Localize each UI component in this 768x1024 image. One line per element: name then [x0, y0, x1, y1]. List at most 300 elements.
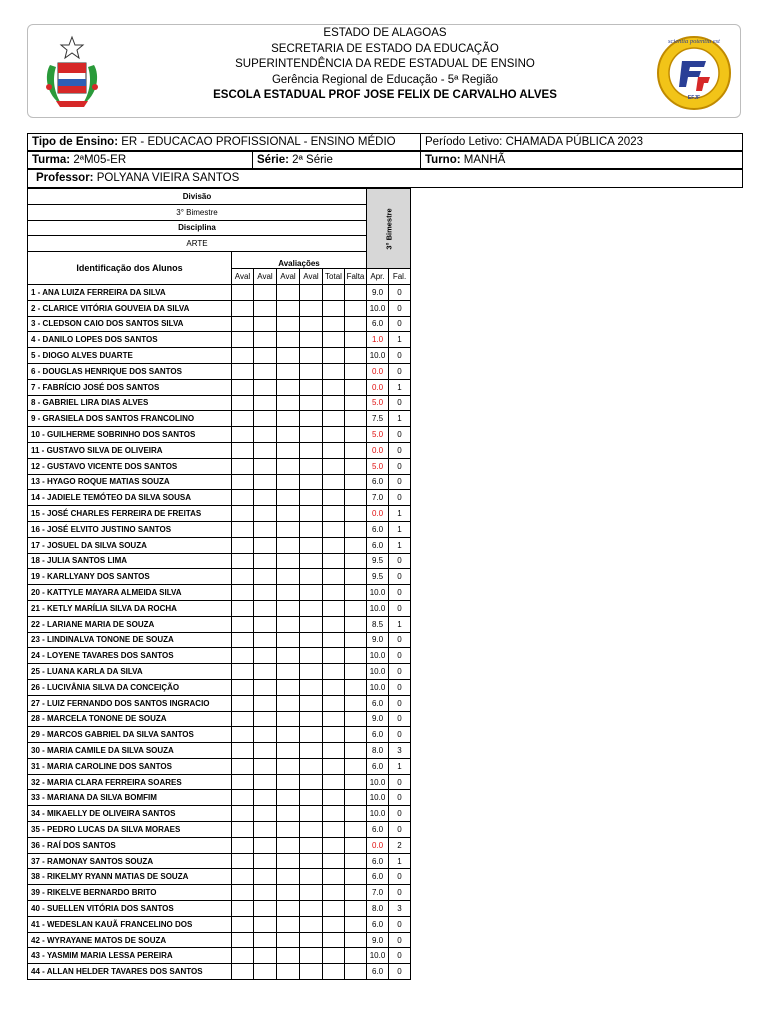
grade-cell-empty	[345, 395, 367, 411]
student-grade: 6.0	[367, 521, 389, 537]
grade-cell-empty	[254, 885, 277, 901]
grade-cell-empty	[277, 600, 300, 616]
student-row	[28, 695, 411, 711]
student-row	[28, 363, 411, 379]
grade-cell-empty	[300, 506, 323, 522]
student-absences: 0	[389, 284, 411, 300]
grade-cell-empty	[300, 853, 323, 869]
grade-cell-empty	[300, 632, 323, 648]
student-name: 18 - JULIA SANTOS LIMA	[28, 553, 232, 569]
student-name: 2 - CLARICE VITÓRIA GOUVEIA DA SILVA	[28, 300, 232, 316]
grade-cell-empty	[254, 616, 277, 632]
grade-cell-empty	[232, 774, 254, 790]
student-name: 6 - DOUGLAS HENRIQUE DOS SANTOS	[28, 363, 232, 379]
grade-cell-empty	[345, 348, 367, 364]
student-name: 16 - JOSÉ ELVITO JUSTINO SANTOS	[28, 521, 232, 537]
document-header	[27, 24, 741, 118]
grade-cell-empty	[323, 711, 345, 727]
student-name: 43 - YASMIM MARIA LESSA PEREIRA	[28, 948, 232, 964]
col-apr-header: Apr.	[367, 269, 389, 285]
student-absences: 0	[389, 885, 411, 901]
student-name: 33 - MARIANA DA SILVA BOMFIM	[28, 790, 232, 806]
student-absences: 0	[389, 648, 411, 664]
disciplina-label: Disciplina	[28, 220, 367, 236]
header-line-secretary: SECRETARIA DE ESTADO DA EDUCAÇÃO	[271, 42, 499, 55]
grade-cell-empty	[232, 569, 254, 585]
grade-cell-empty	[345, 506, 367, 522]
student-name: 24 - LOYENE TAVARES DOS SANTOS	[28, 648, 232, 664]
grade-cell-empty	[277, 458, 300, 474]
student-row	[28, 727, 411, 743]
student-row	[28, 964, 411, 980]
student-row	[28, 490, 411, 506]
grade-cell-empty	[323, 284, 345, 300]
grade-cell-empty	[277, 332, 300, 348]
grade-cell-empty	[323, 616, 345, 632]
student-name: 8 - GABRIEL LIRA DIAS ALVES	[28, 395, 232, 411]
disciplina-value: ARTE	[28, 236, 367, 252]
grade-cell-empty	[323, 758, 345, 774]
student-absences: 1	[389, 758, 411, 774]
grade-cell-empty	[254, 632, 277, 648]
grade-cell-empty	[277, 806, 300, 822]
student-grade: 0.0	[367, 379, 389, 395]
grade-cell-empty	[232, 932, 254, 948]
col-aval-3-header: Aval	[277, 269, 300, 285]
grade-cell-empty	[277, 521, 300, 537]
grade-cell-empty	[254, 758, 277, 774]
grade-cell-empty	[345, 901, 367, 917]
student-name: 37 - RAMONAY SANTOS SOUZA	[28, 853, 232, 869]
divisao-label: Divisão	[28, 189, 367, 205]
info-row-turma	[27, 151, 743, 169]
student-row	[28, 458, 411, 474]
student-row	[28, 916, 411, 932]
student-grade: 10.0	[367, 948, 389, 964]
grade-cell-empty	[254, 474, 277, 490]
grade-cell-empty	[277, 837, 300, 853]
grade-cell-empty	[323, 916, 345, 932]
grade-cell-empty	[277, 774, 300, 790]
header-line-regional: Gerência Regional de Educação - 5ª Região	[271, 73, 499, 86]
grade-cell-empty	[345, 474, 367, 490]
grade-cell-empty	[254, 490, 277, 506]
grade-cell-empty	[323, 521, 345, 537]
student-absences: 0	[389, 774, 411, 790]
student-absences: 1	[389, 853, 411, 869]
student-absences: 0	[389, 727, 411, 743]
grade-cell-empty	[323, 379, 345, 395]
student-row	[28, 806, 411, 822]
student-name: 27 - LUIZ FERNANDO DOS SANTOS INGRACIO	[28, 695, 232, 711]
student-grade: 6.0	[367, 822, 389, 838]
logo-letters: EFJF	[687, 95, 701, 101]
student-row	[28, 379, 411, 395]
grade-cell-empty	[254, 600, 277, 616]
student-absences: 0	[389, 300, 411, 316]
grade-cell-empty	[232, 837, 254, 853]
grade-cell-empty	[232, 395, 254, 411]
grade-cell-empty	[323, 585, 345, 601]
col-falta-header: Falta	[345, 269, 367, 285]
grade-cell-empty	[277, 664, 300, 680]
grade-cell-empty	[345, 521, 367, 537]
grade-cell-empty	[254, 442, 277, 458]
student-absences: 0	[389, 932, 411, 948]
grade-cell-empty	[300, 616, 323, 632]
student-absences: 0	[389, 553, 411, 569]
grade-cell-empty	[254, 806, 277, 822]
student-absences: 0	[389, 822, 411, 838]
grade-cell-empty	[300, 600, 323, 616]
grades-table	[27, 188, 411, 980]
student-name: 9 - GRASIELA DOS SANTOS FRANCOLINO	[28, 411, 232, 427]
grade-cell-empty	[232, 916, 254, 932]
grade-cell-empty	[232, 743, 254, 759]
grade-cell-empty	[323, 648, 345, 664]
student-grade: 6.0	[367, 964, 389, 980]
grade-cell-empty	[323, 932, 345, 948]
student-absences: 0	[389, 585, 411, 601]
grade-cell-empty	[277, 711, 300, 727]
grade-cell-empty	[323, 553, 345, 569]
grade-cell-empty	[277, 395, 300, 411]
grade-cell-empty	[254, 427, 277, 443]
grade-cell-empty	[345, 600, 367, 616]
grade-cell-empty	[300, 363, 323, 379]
student-row	[28, 853, 411, 869]
grade-cell-empty	[323, 964, 345, 980]
student-row	[28, 648, 411, 664]
grade-cell-empty	[277, 885, 300, 901]
grade-cell-empty	[345, 869, 367, 885]
grade-cell-empty	[232, 790, 254, 806]
grade-cell-empty	[277, 869, 300, 885]
grade-cell-empty	[277, 300, 300, 316]
student-grade: 8.5	[367, 616, 389, 632]
col-total-header: Total	[323, 269, 345, 285]
student-grade: 6.0	[367, 853, 389, 869]
identificacao-label: Identificação dos Alunos	[28, 252, 232, 285]
student-row	[28, 774, 411, 790]
student-absences: 0	[389, 964, 411, 980]
grade-cell-empty	[254, 790, 277, 806]
student-name: 4 - DANILO LOPES DOS SANTOS	[28, 332, 232, 348]
grade-cell-empty	[345, 442, 367, 458]
student-row	[28, 901, 411, 917]
student-row	[28, 869, 411, 885]
grade-cell-empty	[232, 822, 254, 838]
grade-cell-empty	[323, 679, 345, 695]
grade-cell-empty	[323, 632, 345, 648]
student-name: 19 - KARLLYANY DOS SANTOS	[28, 569, 232, 585]
grade-cell-empty	[323, 948, 345, 964]
grade-cell-empty	[254, 679, 277, 695]
grade-cell-empty	[323, 395, 345, 411]
student-row	[28, 932, 411, 948]
grade-cell-empty	[254, 411, 277, 427]
grade-cell-empty	[300, 664, 323, 680]
student-grade: 9.5	[367, 569, 389, 585]
grade-cell-empty	[254, 695, 277, 711]
col-aval-1-header: Aval	[232, 269, 254, 285]
grade-cell-empty	[300, 316, 323, 332]
student-grade: 5.0	[367, 458, 389, 474]
student-grade: 6.0	[367, 916, 389, 932]
grade-cell-empty	[277, 474, 300, 490]
grade-cell-empty	[345, 363, 367, 379]
grade-cell-empty	[323, 490, 345, 506]
grade-cell-empty	[345, 332, 367, 348]
student-grade: 10.0	[367, 600, 389, 616]
grade-cell-empty	[232, 901, 254, 917]
logo-motto: scientia potentia est	[668, 38, 720, 45]
student-row	[28, 632, 411, 648]
grade-cell-empty	[323, 506, 345, 522]
grade-cell-empty	[277, 427, 300, 443]
student-row	[28, 585, 411, 601]
grade-cell-empty	[232, 869, 254, 885]
grade-cell-empty	[345, 553, 367, 569]
grade-cell-empty	[300, 537, 323, 553]
student-absences: 0	[389, 490, 411, 506]
grade-cell-empty	[300, 284, 323, 300]
student-name: 25 - LUANA KARLA DA SILVA	[28, 664, 232, 680]
grade-cell-empty	[323, 411, 345, 427]
student-grade: 5.0	[367, 427, 389, 443]
student-grade: 9.0	[367, 932, 389, 948]
header-line-state: ESTADO DE ALAGOAS	[323, 27, 447, 39]
grade-cell-empty	[323, 569, 345, 585]
grades-grid	[27, 188, 411, 980]
grade-cell-empty	[300, 964, 323, 980]
grade-cell-empty	[345, 853, 367, 869]
grade-cell-empty	[232, 806, 254, 822]
grade-cell-empty	[323, 901, 345, 917]
grade-cell-empty	[254, 458, 277, 474]
student-grade: 10.0	[367, 774, 389, 790]
grade-cell-empty	[345, 379, 367, 395]
student-row	[28, 790, 411, 806]
grade-cell-empty	[277, 964, 300, 980]
student-absences: 0	[389, 664, 411, 680]
grade-cell-empty	[277, 727, 300, 743]
student-row	[28, 332, 411, 348]
grade-cell-empty	[254, 569, 277, 585]
grade-cell-empty	[345, 537, 367, 553]
turma: Turma: 2ªM05-ER	[32, 154, 127, 166]
grade-cell-empty	[232, 332, 254, 348]
grade-cell-empty	[254, 585, 277, 601]
student-name: 22 - LARIANE MARIA DE SOUZA	[28, 616, 232, 632]
col-aval-2-header: Aval	[254, 269, 277, 285]
student-absences: 0	[389, 806, 411, 822]
grade-cell-empty	[345, 743, 367, 759]
grade-cell-empty	[232, 411, 254, 427]
student-absences: 3	[389, 901, 411, 917]
student-name: 10 - GUILHERME SOBRINHO DOS SANTOS	[28, 427, 232, 443]
grade-cell-empty	[345, 695, 367, 711]
grade-cell-empty	[277, 348, 300, 364]
student-grade: 5.0	[367, 395, 389, 411]
student-row	[28, 442, 411, 458]
student-name: 13 - HYAGO ROQUE MATIAS SOUZA	[28, 474, 232, 490]
grade-cell-empty	[300, 521, 323, 537]
student-grade: 10.0	[367, 806, 389, 822]
grade-cell-empty	[232, 521, 254, 537]
grade-cell-empty	[232, 316, 254, 332]
grade-cell-empty	[254, 348, 277, 364]
grade-cell-empty	[345, 316, 367, 332]
student-absences: 0	[389, 916, 411, 932]
grade-cell-empty	[323, 537, 345, 553]
student-row	[28, 822, 411, 838]
grade-cell-empty	[232, 964, 254, 980]
grade-cell-empty	[300, 790, 323, 806]
grade-cell-empty	[254, 711, 277, 727]
student-grade: 10.0	[367, 679, 389, 695]
student-absences: 0	[389, 316, 411, 332]
grade-cell-empty	[232, 679, 254, 695]
student-row	[28, 553, 411, 569]
grade-cell-empty	[254, 664, 277, 680]
student-absences: 1	[389, 506, 411, 522]
grade-cell-empty	[345, 632, 367, 648]
student-absences: 0	[389, 948, 411, 964]
student-absences: 0	[389, 600, 411, 616]
grade-cell-empty	[254, 363, 277, 379]
grade-cell-empty	[232, 711, 254, 727]
grade-cell-empty	[254, 822, 277, 838]
student-absences: 3	[389, 743, 411, 759]
grade-cell-empty	[345, 790, 367, 806]
grade-cell-empty	[300, 648, 323, 664]
student-name: 21 - KETLY MARÍLIA SILVA DA ROCHA	[28, 600, 232, 616]
student-absences: 0	[389, 869, 411, 885]
grade-cell-empty	[300, 822, 323, 838]
student-absences: 0	[389, 632, 411, 648]
student-row	[28, 395, 411, 411]
grade-cell-empty	[323, 774, 345, 790]
student-row	[28, 885, 411, 901]
grade-cell-empty	[254, 948, 277, 964]
grade-cell-empty	[300, 885, 323, 901]
grade-cell-empty	[254, 506, 277, 522]
grade-cell-empty	[323, 885, 345, 901]
student-row	[28, 758, 411, 774]
student-row	[28, 284, 411, 300]
grade-cell-empty	[345, 727, 367, 743]
student-grade: 7.5	[367, 411, 389, 427]
grade-cell-empty	[232, 600, 254, 616]
student-absences: 0	[389, 679, 411, 695]
professor: Professor: POLYANA VIEIRA SANTOS	[36, 172, 240, 184]
grade-cell-empty	[232, 300, 254, 316]
student-row	[28, 506, 411, 522]
grade-cell-empty	[300, 695, 323, 711]
grade-cell-empty	[277, 822, 300, 838]
grade-cell-empty	[300, 300, 323, 316]
grade-cell-empty	[277, 932, 300, 948]
student-grade: 6.0	[367, 869, 389, 885]
student-row	[28, 616, 411, 632]
grade-cell-empty	[300, 411, 323, 427]
school-name: ESCOLA ESTADUAL PROF JOSE FELIX DE CARVALHO ALVES	[213, 89, 557, 101]
grade-cell-empty	[277, 411, 300, 427]
col-fal-header: Fal.	[389, 269, 411, 285]
student-absences: 0	[389, 711, 411, 727]
grade-cell-empty	[232, 506, 254, 522]
grade-cell-empty	[345, 569, 367, 585]
grade-cell-empty	[323, 727, 345, 743]
student-grade: 7.0	[367, 490, 389, 506]
student-name: 3 - CLEDSON CAIO DOS SANTOS SILVA	[28, 316, 232, 332]
grade-cell-empty	[277, 363, 300, 379]
grade-cell-empty	[300, 837, 323, 853]
student-row	[28, 300, 411, 316]
grade-cell-empty	[277, 743, 300, 759]
grade-cell-empty	[232, 948, 254, 964]
grade-cell-empty	[300, 348, 323, 364]
student-row	[28, 679, 411, 695]
grade-cell-empty	[232, 695, 254, 711]
student-grade: 6.0	[367, 316, 389, 332]
student-absences: 1	[389, 332, 411, 348]
grade-cell-empty	[254, 932, 277, 948]
grade-cell-empty	[323, 427, 345, 443]
school-logo-icon	[654, 33, 734, 113]
grade-cell-empty	[277, 553, 300, 569]
student-grade: 10.0	[367, 300, 389, 316]
student-absences: 2	[389, 837, 411, 853]
student-name: 11 - GUSTAVO SILVA DE OLIVEIRA	[28, 442, 232, 458]
student-row	[28, 569, 411, 585]
grade-cell-empty	[323, 316, 345, 332]
student-grade: 6.0	[367, 537, 389, 553]
grade-cell-empty	[345, 300, 367, 316]
grade-cell-empty	[300, 379, 323, 395]
grade-cell-empty	[323, 474, 345, 490]
grade-cell-empty	[323, 363, 345, 379]
grade-cell-empty	[232, 458, 254, 474]
grade-cell-empty	[254, 316, 277, 332]
student-grade: 9.5	[367, 553, 389, 569]
grade-cell-empty	[254, 379, 277, 395]
grade-cell-empty	[277, 616, 300, 632]
grade-cell-empty	[232, 474, 254, 490]
info-row-professor	[27, 169, 743, 188]
grade-cell-empty	[300, 711, 323, 727]
student-grade: 10.0	[367, 648, 389, 664]
divisao-value: 3° Bimestre	[28, 204, 367, 220]
grade-cell-empty	[254, 300, 277, 316]
student-absences: 0	[389, 363, 411, 379]
grade-cell-empty	[345, 585, 367, 601]
avaliacoes-label: Avaliações	[232, 252, 367, 269]
student-name: 36 - RAÍ DOS SANTOS	[28, 837, 232, 853]
grade-cell-empty	[323, 300, 345, 316]
grade-cell-empty	[277, 695, 300, 711]
grade-cell-empty	[232, 648, 254, 664]
grade-cell-empty	[277, 316, 300, 332]
grade-cell-empty	[232, 727, 254, 743]
student-name: 41 - WEDESLAN KAUÃ FRANCELINO DOS	[28, 916, 232, 932]
header-text	[28, 25, 742, 104]
grade-cell-empty	[277, 490, 300, 506]
grade-cell-empty	[232, 664, 254, 680]
grade-cell-empty	[345, 822, 367, 838]
grade-cell-empty	[345, 284, 367, 300]
